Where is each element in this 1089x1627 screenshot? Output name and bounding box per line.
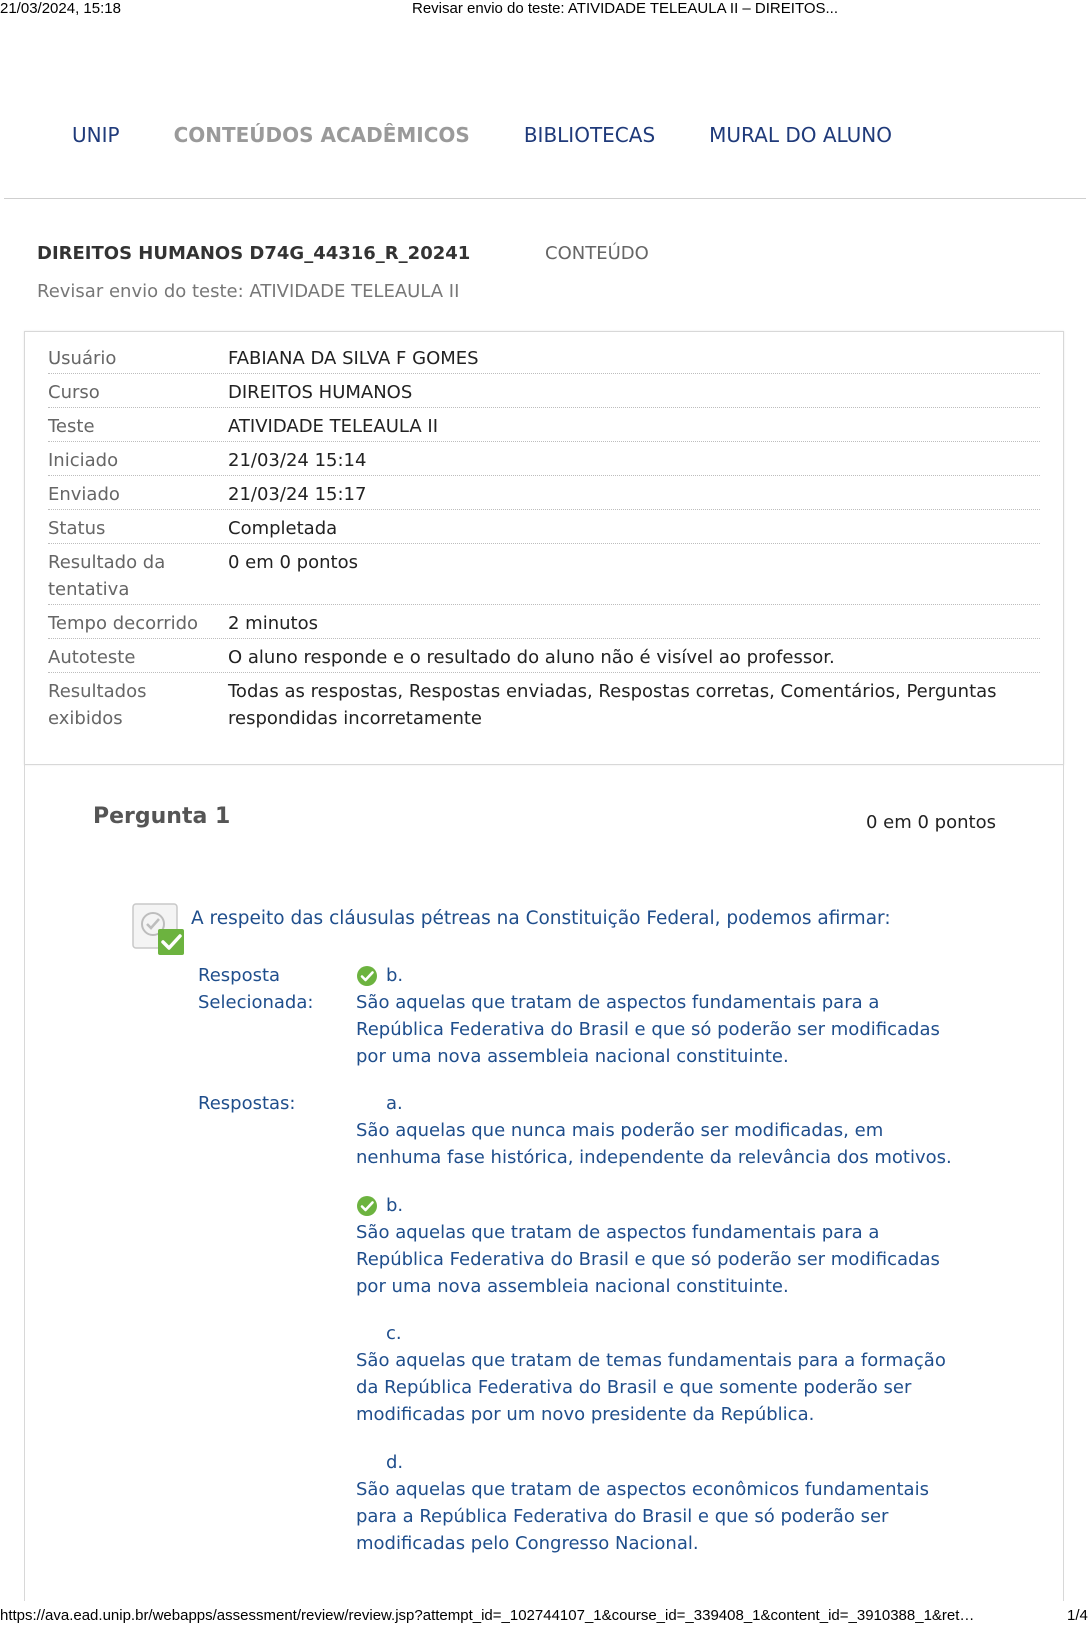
summary-value-line: respondidas incorretamente <box>228 708 483 729</box>
nav-unip[interactable]: UNIP <box>72 123 120 147</box>
question-points: 0 em 0 pontos <box>866 812 996 833</box>
answer-option-b <box>356 1192 976 1300</box>
summary-label-line: exibidos <box>48 708 123 729</box>
question-text: A respeito das cláusulas pétreas na Constituição Federal, podemos afirmar: <box>191 908 891 929</box>
answer-letter-row <box>356 1192 976 1219</box>
answer-line: para a República Federativa do Brasil e que só poderão ser <box>356 1506 889 1527</box>
correct-check-icon <box>356 1195 378 1217</box>
summary-label: Iniciado <box>48 450 119 471</box>
page-title: Revisar envio do teste: ATIVIDADE TELEAULA II <box>37 281 460 302</box>
question-correct-icon <box>132 903 186 957</box>
summary-value: 2 minutos <box>228 613 318 634</box>
top-nav <box>72 118 946 152</box>
summary-label-line: Resultado da <box>48 552 166 573</box>
answer-option-a <box>356 1090 976 1171</box>
summary-value-line: Todas as respostas, Respostas enviadas, Respostas corretas, Comentários, Perguntas <box>228 681 997 702</box>
answer-line: por uma nova assembleia nacional constituinte. <box>356 1046 789 1067</box>
correct-check-icon <box>356 965 378 987</box>
breadcrumb-conteudo[interactable]: CONTEÚDO <box>545 243 649 264</box>
answer-option-c <box>356 1320 976 1428</box>
summary-value: ATIVIDADE TELEAULA II <box>228 416 439 437</box>
summary-label <box>48 549 218 603</box>
answer-option-d <box>356 1449 976 1557</box>
summary-value: 21/03/24 15:14 <box>228 450 367 471</box>
summary-value: 0 em 0 pontos <box>228 552 358 573</box>
summary-label <box>48 678 218 732</box>
summary-label: Tempo decorrido <box>48 613 199 634</box>
print-page-number: 1/4 <box>1067 1607 1088 1624</box>
answer-line: da República Federativa do Brasil e que somente poderão ser <box>356 1377 912 1398</box>
summary-label: Status <box>48 518 106 539</box>
answer-letter: d. <box>386 1452 404 1473</box>
answer-line: São aquelas que tratam de temas fundamentais para a formação <box>356 1350 946 1371</box>
summary-label: Curso <box>48 382 100 403</box>
selected-answer-label-line: Resposta <box>198 965 281 986</box>
print-datetime: 21/03/2024, 15:18 <box>0 0 121 17</box>
summary-value: FABIANA DA SILVA F GOMES <box>228 348 479 369</box>
summary-value: 21/03/24 15:17 <box>228 484 367 505</box>
summary-row-tempo <box>48 605 1040 639</box>
answer-line: República Federativa do Brasil e que só poderão ser modificadas <box>356 1249 940 1270</box>
print-header <box>0 0 1089 20</box>
answers-label: Respostas: <box>198 1093 296 1114</box>
answer-line: São aquelas que tratam de aspectos fundamentais para a <box>356 1222 880 1243</box>
summary-row-status <box>48 510 1040 544</box>
nav-divider <box>4 198 1086 199</box>
summary-label: Usuário <box>48 348 117 369</box>
answer-letter: b. <box>386 1195 404 1216</box>
answer-line: São aquelas que nunca mais poderão ser modificadas, em <box>356 1120 884 1141</box>
course-title[interactable]: DIREITOS HUMANOS D74G_44316_R_20241 <box>37 243 471 264</box>
summary-row-iniciado <box>48 442 1040 476</box>
summary-row-curso <box>48 374 1040 408</box>
summary-label-line: tentativa <box>48 579 130 600</box>
summary-label: Enviado <box>48 484 120 505</box>
summary-value: DIREITOS HUMANOS <box>228 382 413 403</box>
answer-letter: a. <box>386 1093 403 1114</box>
summary-value: Completada <box>228 518 338 539</box>
nav-mural-do-aluno[interactable]: MURAL DO ALUNO <box>709 123 892 147</box>
print-footer <box>0 1607 1089 1627</box>
answer-line: modificadas pelo Congresso Nacional. <box>356 1533 699 1554</box>
summary-row-usuario <box>48 340 1040 374</box>
answer-letter: b. <box>386 965 404 986</box>
answer-letter-row <box>356 1320 976 1347</box>
selected-answer-label <box>198 962 313 1016</box>
selected-answer <box>356 962 976 1070</box>
answer-line: São aquelas que tratam de aspectos fundamentais para a <box>356 992 880 1013</box>
summary-label-line: Resultados <box>48 681 147 702</box>
summary-value: O aluno responde e o resultado do aluno não é visível ao professor. <box>228 647 835 668</box>
answer-letter-row <box>356 1090 976 1117</box>
answer-letter-row <box>356 1449 976 1476</box>
answer-line: República Federativa do Brasil e que só poderão ser modificadas <box>356 1019 940 1040</box>
summary-row-teste <box>48 408 1040 442</box>
answer-line: modificadas por um novo presidente da República. <box>356 1404 815 1425</box>
summary-row-resultado <box>48 544 1040 605</box>
summary-label: Teste <box>48 416 95 437</box>
summary-row-autoteste <box>48 639 1040 673</box>
question-title: Pergunta 1 <box>93 804 231 829</box>
answer-letter: c. <box>386 1323 402 1344</box>
summary-row-enviado <box>48 476 1040 510</box>
answer-line: São aquelas que tratam de aspectos econômicos fundamentais <box>356 1479 929 1500</box>
answer-line: por uma nova assembleia nacional constituinte. <box>356 1276 789 1297</box>
nav-bibliotecas[interactable]: BIBLIOTECAS <box>523 123 656 147</box>
print-title: Revisar envio do teste: ATIVIDADE TELEAULA II – DIREITOS... <box>412 0 839 17</box>
summary-value <box>228 678 1028 732</box>
answer-line: nenhuma fase histórica, independente da relevância dos motivos. <box>356 1147 952 1168</box>
selected-answer-letter-row <box>356 962 976 989</box>
summary-row-resultados-exibidos <box>48 673 1040 743</box>
summary-label: Autoteste <box>48 647 136 668</box>
print-url: https://ava.ead.unip.br/webapps/assessment/review/review.jsp?attempt_id=_102744107_1&course_id=_339408_1&content_id=_3910388_1&ret… <box>0 1607 975 1624</box>
nav-conteudos-academicos[interactable]: CONTEÚDOS ACADÊMICOS <box>173 123 470 147</box>
selected-answer-label-line: Selecionada: <box>198 992 314 1013</box>
